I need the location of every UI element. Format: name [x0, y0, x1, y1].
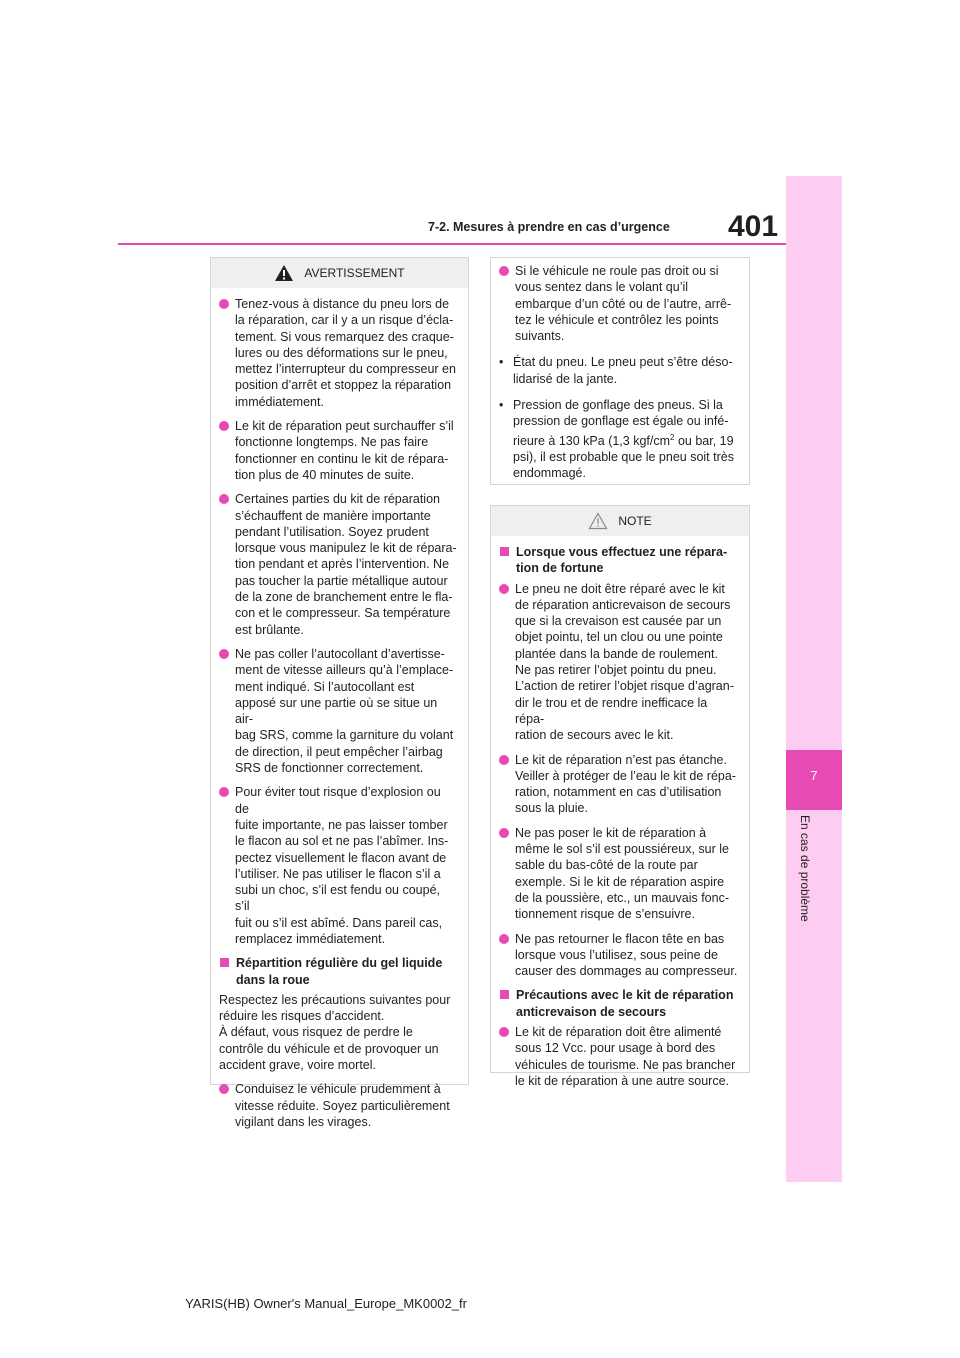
side-tab [786, 176, 842, 1182]
subheading-text: Lorsque vous effectuez une répara- tion de fortune [516, 545, 728, 576]
sub-list-item [499, 354, 739, 387]
list-item [219, 418, 458, 483]
bullet-icon [219, 649, 229, 659]
item-text: Le kit de réparation doit être alimenté sous 12 Vcc. pour usage à bord des véhicules de tourisme. Ne pas brancher le kit de réparation à une autre source. [515, 1025, 736, 1088]
warning-body [211, 288, 468, 1144]
list-item [219, 1081, 458, 1130]
bullet-icon [499, 828, 509, 838]
item-text: Ne pas poser le kit de réparation à même le sol s’il est poussiéreux, sur le sable du bas-côté de la route par exemple. Si le kit de réparation aspire de la poussière, etc., un mauvais fonc- tionnement risque de s’ensuivre. [515, 825, 730, 922]
subheading [499, 544, 739, 577]
item-text [513, 397, 734, 482]
warning-box [210, 257, 469, 1129]
bullet-icon [219, 494, 229, 504]
note-header [491, 506, 749, 536]
note-title: NOTE [618, 514, 652, 528]
subheading-text: Précautions avec le kit de réparation anticrevaison de secours [516, 988, 734, 1019]
bullet-icon [219, 299, 229, 309]
list-item [499, 931, 739, 980]
list-item [219, 491, 458, 638]
small-bullet-icon: • [499, 398, 504, 413]
bullet-icon [499, 934, 509, 944]
list-item [499, 752, 739, 817]
section-title: 7-2. Mesures à prendre en cas d’urgence [428, 220, 670, 234]
item-text: Certaines parties du kit de réparation s’échauffent de manière importante pendant l’utilisation. Soyez prudent lorsque vous manipulez le kit de répara- tion pendant et après l’intervention. Ne pas toucher la partie métallique autour de la zone de branchement entre le fla- con et le compresseur. Sa température est brûlante. [235, 492, 457, 637]
warning-continuation-box [490, 257, 750, 485]
item-text: Ne pas retourner le flacon tête en bas lorsque vous l’utilisez, sous peine de causer des dommages au compresseur. [515, 931, 738, 979]
list-item [499, 581, 739, 744]
chapter-number: 7 [810, 768, 818, 783]
list-item [499, 1024, 739, 1089]
item-text: Si le véhicule ne roule pas droit ou si vous sentez dans le volant qu’il embarque d’un côté ou de l’autre, arrê- tez le véhicule et contrôlez les points suivants. [515, 264, 732, 344]
item-text: État du pneu. Le pneu peut s’être déso- lidarisé de la jante. [513, 355, 733, 386]
bullet-icon [499, 755, 509, 765]
note-box [490, 505, 750, 1088]
item-text: Conduisez le véhicule prudemment à vitesse réduite. Soyez particulièrement vigilant dans les virages. [235, 1082, 450, 1129]
item-text: Le kit de réparation n’est pas étanche. Veiller à protéger de l’eau le kit de répa- ration, notamment en cas d’utilisation sous la pluie. [515, 752, 736, 816]
item-text: Le kit de réparation peut surchauffer s’il fonctionne longtemps. Ne pas faire fonctionner en continu le kit de répara- tion plus de 40 minutes de suite. [235, 419, 454, 482]
continuation-body [491, 258, 749, 496]
warning-title: AVERTISSEMENT [304, 266, 405, 280]
bullet-icon [219, 787, 229, 797]
sub-list-item [499, 397, 739, 482]
subheading-text: Répartition régulière du gel liquide dans la roue [236, 956, 443, 987]
item-text: Le pneu ne doit être réparé avec le kit de réparation anticrevaison de secours que si la crevaison est causée par un objet pointu, tel un clou ou une pointe plantée dans la bande de roulement. Ne pas retirer l’objet pointu du pneu. L’action de retirer l’objet risque d’agran- dir le trou et de rendre inefficace la répa- ration de secours avec le kit. [515, 581, 734, 743]
item-text: Tenez-vous à distance du pneu lors de la réparation, car il y a un risque d’écla- tement. Si vous remarquez des craque- lures ou des déformations sur le pneu, mettez l’interrupteur du compresseur en position d’arrêt et stoppez la réparation immédiatement. [235, 297, 456, 409]
subheading [499, 987, 739, 1020]
item-text: Pour éviter tout risque d’explosion ou de fuite importante, ne pas laisser tomber le flacon au sol et ne pas l’abîmer. Ins- pectez visuellement le flacon avant de l’utiliser. Ne pas utiliser le flacon s’il a subi un choc, s’il est fendu ou coupé, s’il fuit ou s’il est abîmé. Dans pareil cas, remplacez immédiatement. [235, 785, 449, 946]
header-rule [118, 243, 786, 245]
list-item [219, 646, 458, 776]
note-triangle-icon [588, 512, 608, 530]
bullet-icon [499, 1027, 509, 1037]
bullet-icon [499, 584, 509, 594]
superscript: 2 [670, 432, 675, 442]
list-item [499, 263, 739, 344]
square-bullet-icon [220, 958, 229, 967]
bullet-icon [219, 421, 229, 431]
list-item [499, 825, 739, 923]
bullet-icon [219, 1084, 229, 1094]
warning-triangle-icon [274, 264, 294, 282]
square-bullet-icon [500, 547, 509, 556]
item-text: Ne pas coller l’autocollant d’avertisse- ment de vitesse ailleurs qu’à l’emplace- ment indiqué. Si l’autocollant est apposé sur une partie où se situe un air- bag SRS, comme la garniture du volant de direction, il peut empêcher l’airbag SRS de fonctionner correctement. [235, 646, 454, 776]
page-number: 401 [728, 210, 779, 243]
footer-text: YARIS(HB) Owner's Manual_Europe_MK0002_fr [185, 1296, 467, 1311]
item-text-part: Pression de gonflage des pneus. Si la pression de gonflage est égale ou infé- rieure à 130 kPa (1,3 kgf/cm [513, 398, 729, 448]
item-text-part: ou bar, 19 psi), il est probable que le pneu soit très endommagé. [513, 433, 734, 481]
bullet-icon [499, 266, 509, 276]
small-bullet-icon: • [499, 355, 504, 370]
subheading [219, 955, 458, 988]
square-bullet-icon [500, 990, 509, 999]
list-item [219, 296, 458, 410]
chapter-title: En cas de problème [798, 815, 812, 922]
warning-header [211, 258, 468, 288]
list-item [219, 784, 458, 947]
note-body [491, 536, 749, 1103]
warning-paragraph: Respectez les précautions suivantes pour réduire les risques d’accident. À défaut, vous risquez de perdre le contrôle du véhicule et de provoquer un accident grave, voire mortel. [219, 992, 451, 1073]
